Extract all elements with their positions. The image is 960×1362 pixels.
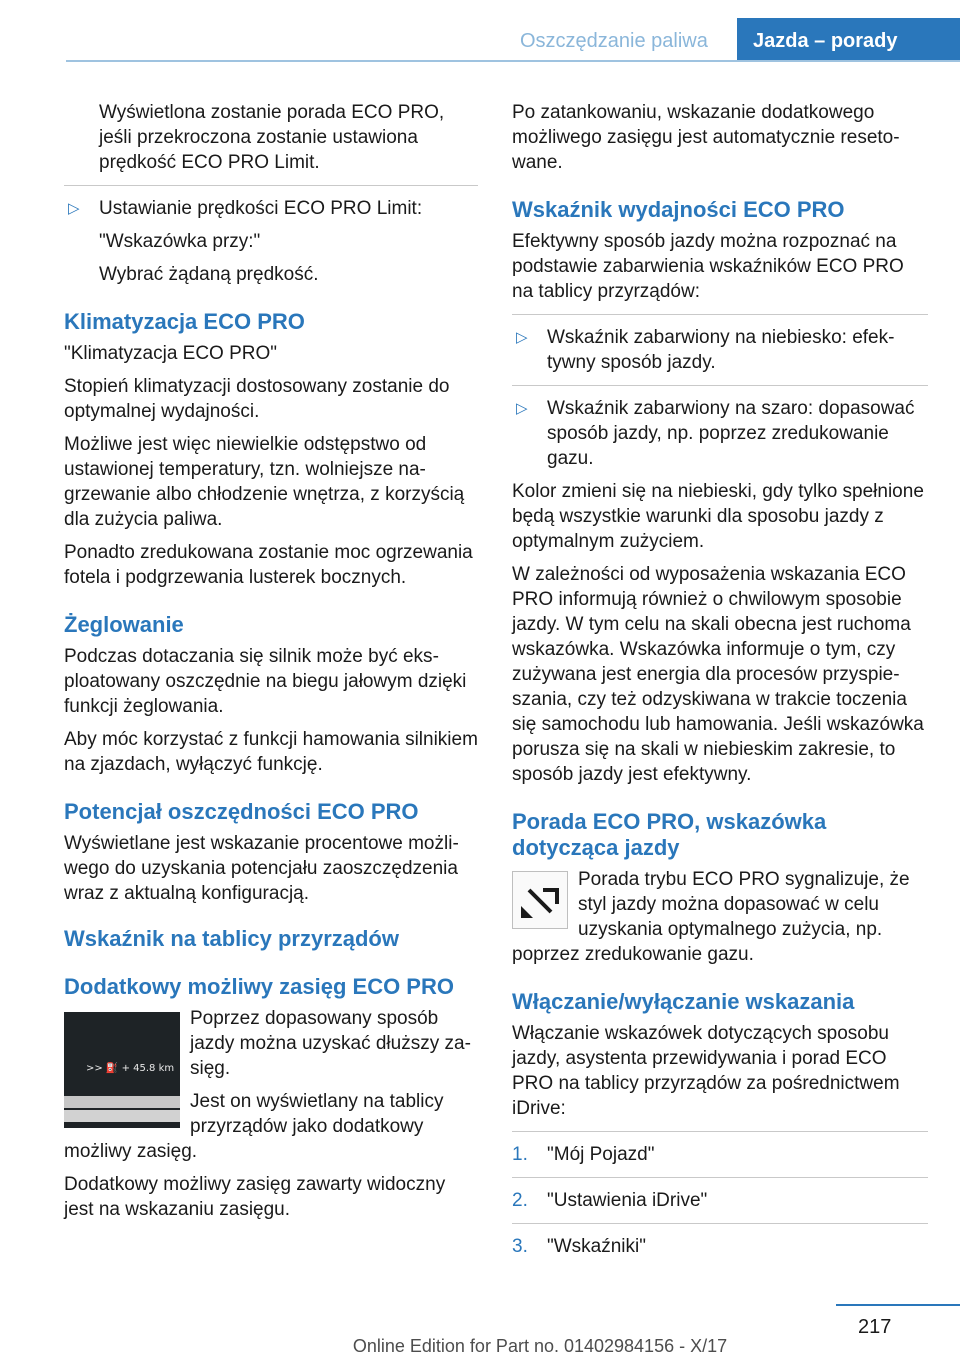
triangle-bullet-icon: ▷ [516, 329, 528, 346]
list-separator [512, 1223, 928, 1224]
paragraph: "Wskazówka przy:" [99, 231, 261, 252]
paragraph: Efektywny sposób jazdy można rozpoznać na podstawie zabarwienia wskaźników ECO PRO na tablicy przyrządów: [512, 231, 904, 302]
list-item-text: "Ustawienia iDrive" [547, 1190, 708, 1211]
list-item-text: Wskaźnik zabarwiony na szaro: dopasować sposób jazdy, np. poprzez zredukowanie gazu. [547, 398, 915, 469]
right-column [512, 100, 928, 1267]
header-chapter-tab: Jazda – porady [737, 18, 960, 62]
page-number: 217 [858, 1316, 892, 1338]
paragraph: Wybrać żądaną prędkość. [99, 264, 319, 285]
list-separator [512, 385, 928, 386]
paragraph: Stopień klimatyzacji dostosowany zostanie do optymalnej wydajności. [64, 376, 450, 422]
paragraph: Aby móc korzystać z funkcji hamowania silnikiem na zjazdach, wyłączyć funkcję. [64, 729, 478, 775]
range-figure-block [64, 1006, 478, 1139]
list-item [512, 325, 928, 375]
footer-edition: Online Edition for Part no. 01402984156 - X/17 [352, 1336, 728, 1356]
paragraph: Wyświetlona zostanie porada ECO PRO, jeśli przekroczona zostanie ustawiona prędkość ECO PRO Limit. [99, 102, 445, 173]
paragraph: Włączanie wskazówek dotyczących sposobu jazdy, asystenta przewidywania i porad ECO PRO na tablicy przyrządów za pośrednictwem iDrive: [512, 1023, 900, 1119]
eco-pro-hint-icon [512, 871, 568, 929]
hint-figure-block [512, 867, 928, 942]
paragraph: Po zatankowaniu, wskazanie dodatkowego możliwego zasięgu jest automatycznie resetowane. [512, 102, 900, 173]
heading-wydajnosc: Wskaźnik wydajności ECO PRO [512, 197, 845, 222]
list-item [512, 396, 928, 471]
heading-potencjal: Potencjał oszczędności ECO PRO [64, 799, 419, 824]
heading-wskaznik-tablica: Wskaźnik na tablicy przyrządów [64, 926, 399, 951]
dashboard-image-strip [64, 1110, 180, 1122]
step-number: 1. [512, 1144, 528, 1165]
list-separator [64, 185, 478, 186]
list-separator [512, 1177, 928, 1178]
paragraph: poprzez zredukowanie gazu. [512, 944, 754, 965]
paragraph: Wyświetlane jest wskazanie procentowe możliwego do uzyskania potencjału zaoszczędzenia wraz z aktualną konfiguracją. [64, 833, 459, 904]
paragraph: Kolor zmieni się na niebieski, gdy tylko spełnione będą wszystkie warunki dla sposobu jazdy z optymalnym zużyciem. [512, 481, 924, 552]
paragraph: Dodatkowy możliwy zasięg zawarty widoczny jest na wskazaniu zasięgu. [64, 1174, 446, 1220]
list-item-text: "Mój Pojazd" [547, 1144, 655, 1165]
paragraph: Możliwe jest więc niewielkie odstępstwo od ustawionej temperatury, tzn. wolniejsze nagrzewanie albo chłodzenie wnętrza, z korzyścią dla zużycia paliwa. [64, 434, 465, 530]
paragraph: Podczas dotaczania się silnik może być eksploatowany oszczędnie na biegu jałowym dzięki funkcji żeglowania. [64, 646, 467, 717]
paragraph: Porada trybu ECO PRO sygnalizuje, że styl jazdy można dopasować w celu uzyskania optymalnego zużycia, np. [578, 869, 910, 940]
dashboard-image-strip [64, 1096, 180, 1108]
paragraph: Jest on wyświetlany na tablicy przyrządów jako dodatkowy [190, 1091, 444, 1137]
list-separator [512, 314, 928, 315]
paragraph: Poprzez dopasowany sposób jazdy można uzyskać dłuższy zasięg. [190, 1008, 471, 1079]
steps-list [512, 1131, 928, 1259]
step-number: 3. [512, 1236, 528, 1257]
heading-dodatkowy-zasieg: Dodatkowy możliwy zasięg ECO PRO [64, 974, 454, 999]
list-item [64, 196, 478, 221]
left-column [64, 100, 478, 1230]
list-item-text: "Wskaźniki" [547, 1236, 646, 1257]
list-item [512, 1142, 928, 1167]
paragraph: możliwy zasięg. [64, 1141, 198, 1162]
list-item [512, 1234, 928, 1259]
paragraph: W zależności od wyposażenia wskazania ECO PRO informują również o chwilowym sposobie jazdy. W tym celu na skali obecna jest ruchoma wskazówka. Wskazówka informuje o tym, czy zużywana jest energia dla procesów przyspieszania, czy też odzyskiwana w trakcie toczenia się samochodu lub hamowania. Jeśli wskazówka porusza się na skali w niebieskim zakresie, to sposób jazdy jest efektywny. [512, 564, 924, 785]
heading-zeglowanie: Żeglowanie [64, 612, 184, 637]
dashboard-range-readout: >> ⛽ + 45.8 km [86, 1063, 175, 1074]
step-number: 2. [512, 1190, 528, 1211]
list-item-text: Wskaźnik zabarwiony na niebiesko: efektywny sposób jazdy. [547, 327, 895, 373]
triangle-bullet-icon: ▷ [68, 200, 80, 217]
heading-wlaczanie: Włączanie/wyłączanie wskazania [512, 989, 855, 1014]
header-rule [66, 60, 960, 62]
triangle-bullet-icon: ▷ [516, 400, 528, 417]
paragraph: Ponadto zredukowana zostanie moc ogrzewania fotela i podgrzewania lusterek bocznych. [64, 542, 473, 588]
paragraph: "Klimatyzacja ECO PRO" [64, 343, 278, 364]
header-section-title: Oszczędzanie paliwa [520, 30, 708, 52]
list-item-text: Ustawianie prędkości ECO PRO Limit: [99, 198, 423, 219]
page-number-rule [836, 1304, 960, 1306]
list-separator [512, 1131, 928, 1132]
heading-porada: Porada ECO PRO, wskazówka dotycząca jazdy [512, 809, 827, 860]
heading-klimatyzacja: Klimatyzacja ECO PRO [64, 309, 305, 334]
list-item [512, 1188, 928, 1213]
